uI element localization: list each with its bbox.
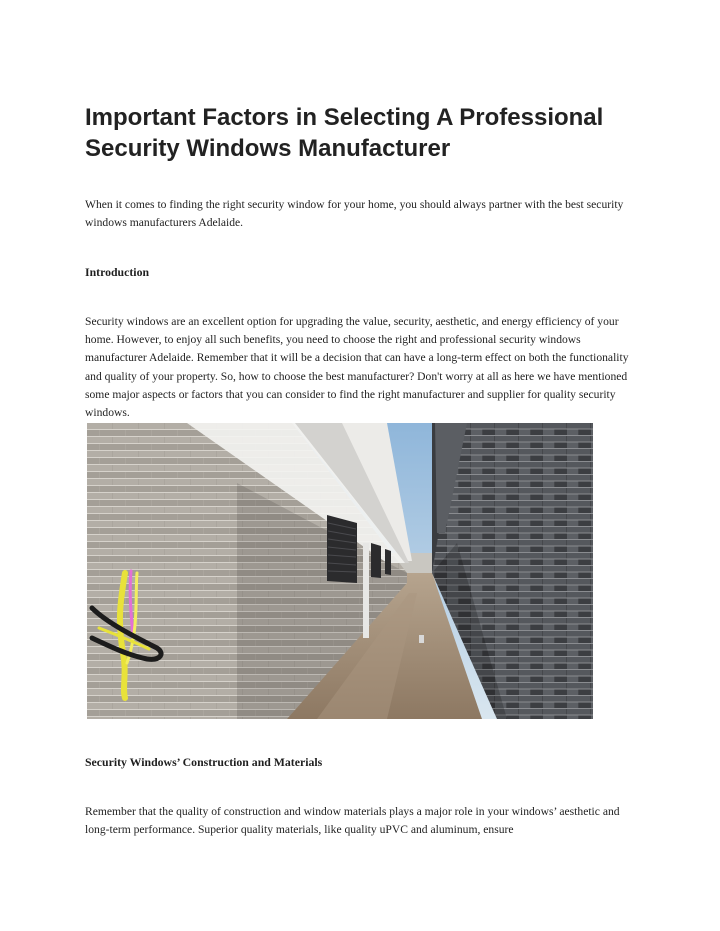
house-side-path-photo bbox=[87, 423, 593, 719]
section-body-construction: Remember that the quality of construction and window materials plays a major role in your windows’ aesthetic and long-term performance. Superior quality materials, like quality uPVC and aluminum, ensure bbox=[85, 805, 620, 837]
section-body-introduction: Security windows are an excellent option for upgrading the value, security, aesthetic, and energy efficiency of your home. However, to enjoy all such benefits, you need to choose the right and professional security windows manufacturer Adelaide. Remember that it will be a decision that can have a long-term effect on both the functionality and quality of your property. So, how to choose the best manufacturer? Don't worry at all as here we have mentioned some major aspects or factors that you can consider to find the right manufacturer and supplier for quality security windows. bbox=[85, 315, 629, 420]
section-heading-introduction: Introduction bbox=[85, 265, 150, 279]
page-title: Important Factors in Selecting A Professional Security Windows Manufacturer bbox=[85, 104, 604, 162]
intro-paragraph: When it comes to finding the right security window for your home, you should always partner with the best security windows manufacturers Adelaide. bbox=[85, 198, 624, 230]
section-heading-construction: Security Windows’ Construction and Materials bbox=[85, 755, 323, 769]
